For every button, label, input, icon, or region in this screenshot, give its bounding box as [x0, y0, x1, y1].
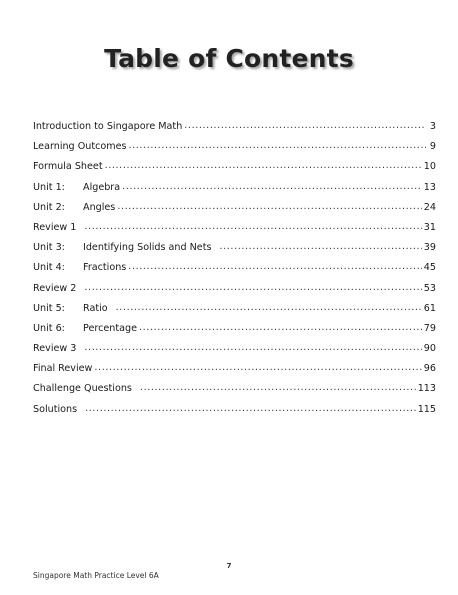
toc-entry-page: 13: [423, 181, 436, 193]
toc-entry-page: 53: [423, 282, 436, 294]
toc-entry-page: 45: [423, 262, 436, 274]
toc-entry-page: 24: [423, 201, 436, 213]
toc-entry-label: Fractions: [83, 262, 127, 274]
toc-entry-algebra[interactable]: [33, 178, 436, 198]
dot-leader: [85, 399, 416, 419]
toc-entry-label: Introduction to Singapore Math: [33, 121, 183, 132]
dot-leader: [84, 338, 421, 358]
toc-entry-label: Review 2: [33, 282, 77, 294]
toc-entry-unit: Unit 1:: [33, 181, 65, 193]
toc-entry-unit: Unit 2:: [33, 201, 65, 213]
toc-entry-page: 113: [417, 383, 436, 395]
dot-leader: [140, 378, 416, 398]
toc-entry-label: Formula Sheet: [33, 161, 103, 173]
toc-entry-label: Final Review: [33, 363, 93, 375]
toc-entry-label: Review 3: [33, 343, 77, 355]
toc-entry-solutions[interactable]: [33, 400, 436, 420]
dot-leader: [84, 278, 421, 298]
dot-leader: [128, 136, 426, 156]
toc-entry-label: Ratio: [83, 302, 108, 314]
dot-leader: [184, 116, 426, 136]
dot-leader: [139, 318, 422, 338]
dot-leader: [105, 156, 422, 176]
dot-leader: [117, 197, 421, 217]
toc-entry-page: 3: [429, 121, 436, 132]
toc-entry-unit: Unit 4:: [33, 262, 65, 274]
table-of-contents: [33, 117, 436, 420]
toc-entry-page: 61: [423, 302, 436, 314]
toc-entry-unit: Unit 6:: [33, 322, 65, 334]
toc-entry-page: 9: [429, 141, 436, 153]
toc-entry-introduction[interactable]: [33, 117, 436, 137]
page-title: Table of Contents: [104, 44, 354, 73]
toc-entry-page: 79: [423, 322, 436, 334]
toc-entry-formula-sheet[interactable]: [33, 157, 436, 177]
dot-leader: [84, 217, 421, 237]
toc-entry-percentage[interactable]: [33, 319, 436, 339]
toc-entry-page: 10: [423, 161, 436, 173]
dot-leader: [122, 177, 422, 197]
toc-entry-final-review[interactable]: [33, 359, 436, 379]
toc-entry-angles[interactable]: [33, 198, 436, 218]
dot-leader: [219, 237, 421, 257]
toc-entry-review-3[interactable]: [33, 339, 436, 359]
toc-entry-review-1[interactable]: [33, 218, 436, 238]
toc-entry-label: Angles: [83, 201, 116, 213]
toc-entry-ratio[interactable]: [33, 299, 436, 319]
toc-entry-label: Identifying Solids and Nets: [83, 242, 212, 254]
footer-book-title: Singapore Math Practice Level 6A: [33, 571, 159, 580]
toc-entry-challenge-questions[interactable]: [33, 379, 436, 399]
toc-entry-label: Review 1: [33, 221, 77, 233]
toc-entry-unit: Unit 3:: [33, 242, 65, 254]
toc-entry-page: 96: [423, 363, 436, 375]
toc-entry-label: Solutions: [33, 403, 78, 415]
toc-entry-unit: Unit 5:: [33, 302, 65, 314]
toc-entry-page: 39: [423, 242, 436, 254]
toc-entry-solids-and-nets[interactable]: [33, 238, 436, 258]
toc-entry-page: 90: [423, 343, 436, 355]
toc-entry-page: 115: [417, 403, 436, 415]
dot-leader: [94, 358, 421, 378]
dot-leader: [116, 298, 422, 318]
toc-entry-review-2[interactable]: [33, 279, 436, 299]
toc-entry-label: Challenge Questions: [33, 383, 132, 395]
dot-leader: [128, 257, 421, 277]
toc-entry-fractions[interactable]: [33, 258, 436, 278]
toc-entry-label: Algebra: [83, 181, 121, 193]
toc-entry-page: 31: [423, 221, 436, 233]
page-number: 7: [226, 562, 232, 570]
toc-entry-learning-outcomes[interactable]: [33, 137, 436, 157]
toc-entry-label: Percentage: [83, 322, 137, 334]
toc-entry-label: Learning Outcomes: [33, 141, 127, 153]
